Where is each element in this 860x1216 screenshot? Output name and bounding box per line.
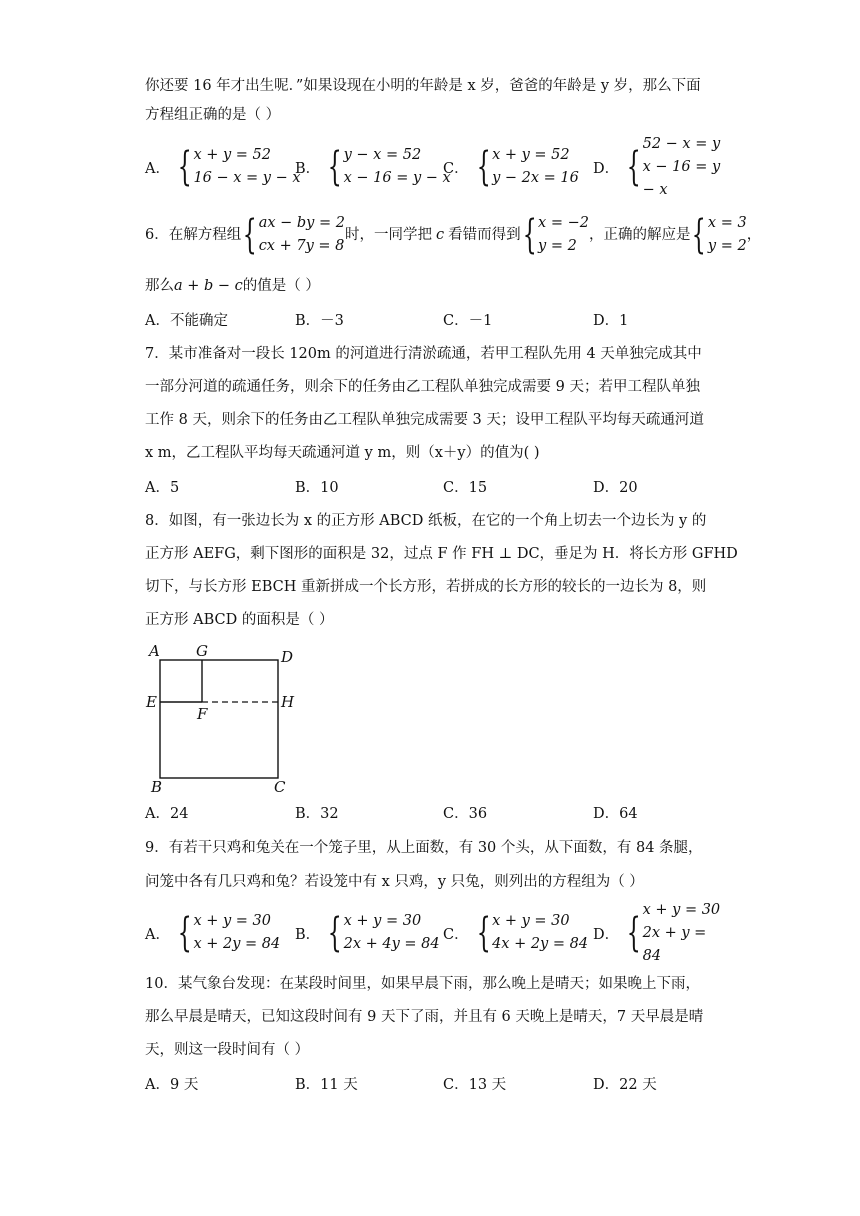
equation-system: { x = 3 y = 2 <box>692 212 747 258</box>
q8-line2: 正方形 AEFG，剩下图形的面积是 32，过点 F 作 FH ⊥ DC，垂足为 H．将长方形 GFHD <box>145 546 738 562</box>
q7-line1: 7．某市准备对一段长 120m 的河道进行清淤疏通，若甲工程队先用 4 天单独完成其中 <box>145 346 702 362</box>
equation-system: { x + y = 52 16 − x = y − x <box>177 144 301 190</box>
equation-system: { x + y = 30 x + 2y = 84 <box>177 910 281 956</box>
q5-line2: 方程组正确的是（ ） <box>145 107 281 123</box>
q6-line2: 那么a + b − c的值是（ ） <box>145 278 320 294</box>
q7-option-d[interactable]: D．20 <box>593 480 638 496</box>
q10-option-b[interactable]: B．11 天 <box>295 1077 358 1093</box>
label-e: E <box>146 693 157 711</box>
q7-line2: 一部分河道的疏通任务，则余下的任务由乙工程队单独完成需要 9 天；若甲工程队单独 <box>145 379 700 395</box>
label-h: H <box>281 693 295 711</box>
q7-option-c[interactable]: C．15 <box>443 480 488 496</box>
q7-line4: x m，乙工程队平均每天疏通河道 y m，则（x＋y）的值为( ) <box>145 445 540 461</box>
square-abcd <box>160 660 278 778</box>
q9-options <box>145 901 725 964</box>
q9-option-a[interactable]: A． { x + y = 30 x + 2y = 84 <box>145 910 281 956</box>
equation-system: { x = −2 y = 2 <box>522 212 589 258</box>
q5-option-a[interactable]: A． { x + y = 52 16 − x = y − x <box>145 144 301 190</box>
q10-line1: 10．某气象台发现：在某段时间里，如果早晨下雨，那么晚上是晴天；如果晚上下雨， <box>145 976 700 992</box>
q8-option-d[interactable]: D．64 <box>593 806 638 822</box>
q6-option-d[interactable]: D．1 <box>593 313 629 329</box>
q10-line2: 那么早晨是晴天，已知这段时间有 9 天下了雨，并且有 6 天晚上是晴天，7 天早晨是晴 <box>145 1009 704 1025</box>
square-figure <box>140 640 310 800</box>
q8-line4: 正方形 ABCD 的面积是（ ） <box>145 612 334 628</box>
label-b: B <box>151 778 163 796</box>
q8-line3: 切下，与长方形 EBCH 重新拼成一个长方形，若拼成的长方形的较长的一边长为 8，则 <box>145 579 707 595</box>
equation-system: { x + y = 52 y − 2x = 16 <box>476 144 579 190</box>
equation-system: { ax − by = 2 cx + 7y = 8 <box>242 212 345 258</box>
label-c: C <box>274 778 286 796</box>
q5-line1: 你还要 16 年才出生呢．”如果设现在小明的年龄是 x 岁，爸爸的年龄是 y 岁，那么下面 <box>145 78 701 94</box>
q8-option-a[interactable]: A．24 <box>145 806 189 822</box>
label-a: A <box>149 642 160 660</box>
q9-option-d[interactable]: D． { x + y = 30 2x + y = 84 <box>593 908 725 958</box>
q9-option-c[interactable]: C． { x + y = 30 4x + 2y = 84 <box>443 910 589 956</box>
q8-option-b[interactable]: B．32 <box>295 806 339 822</box>
q7-option-b[interactable]: B．10 <box>295 480 339 496</box>
q10-option-c[interactable]: C．13 天 <box>443 1077 507 1093</box>
q8-line1: 8．如图，有一张边长为 x 的正方形 ABCD 纸板，在它的一个角上切去一个边长为 y 的 <box>145 513 707 529</box>
q10-option-d[interactable]: D．22 天 <box>593 1077 657 1093</box>
q7-line3: 工作 8 天，则余下的任务由乙工程队单独完成需要 3 天；设甲工程队平均每天疏通河道 <box>145 412 704 428</box>
q10-line3: 天，则这一段时间有（ ） <box>145 1042 310 1058</box>
q5-option-b[interactable]: B． { y − x = 52 x − 16 = y − x <box>295 144 451 190</box>
q6-option-b[interactable]: B．－3 <box>295 313 344 329</box>
q5-option-d[interactable]: D． { 52 − x = y x − 16 = y − x <box>593 142 725 192</box>
equation-system: { x + y = 30 4x + 2y = 84 <box>476 910 589 956</box>
label-f: F <box>197 705 208 723</box>
equation-system: { x + y = 30 2x + 4y = 84 <box>327 910 440 956</box>
equation-system: { x + y = 30 2x + y = 84 <box>626 901 721 964</box>
label-d: D <box>281 648 294 666</box>
q6-line1: 6．在解方程组 { ax − by = 2 cx + 7y = 8 时，一同学把 c 看错而得到 { x = −2 y = 2 ，正确的解应是 { x = 3 y = 2 ， <box>145 212 762 258</box>
q8-option-c[interactable]: C．36 <box>443 806 488 822</box>
q5-option-c[interactable]: C． { x + y = 52 y − 2x = 16 <box>443 144 579 190</box>
q6-option-c[interactable]: C．－1 <box>443 313 493 329</box>
q9-option-b[interactable]: B． { x + y = 30 2x + 4y = 84 <box>295 910 440 956</box>
q9-line2: 问笼中各有几只鸡和兔？若设笼中有 x 只鸡，y 只兔，则列出的方程组为（ ） <box>145 874 644 890</box>
q9-line1: 9．有若干只鸡和兔关在一个笼子里，从上面数，有 30 个头，从下面数，有 84 条腿， <box>145 840 703 856</box>
equation-system: { 52 − x = y x − 16 = y − x <box>626 135 721 198</box>
q7-option-a[interactable]: A．5 <box>145 480 180 496</box>
equation-system: { y − x = 52 x − 16 = y − x <box>327 144 451 190</box>
label-g: G <box>196 642 208 660</box>
q5-options <box>145 135 725 198</box>
q6-option-a[interactable]: A．不能确定 <box>145 313 228 329</box>
q10-option-a[interactable]: A．9 天 <box>145 1077 199 1093</box>
